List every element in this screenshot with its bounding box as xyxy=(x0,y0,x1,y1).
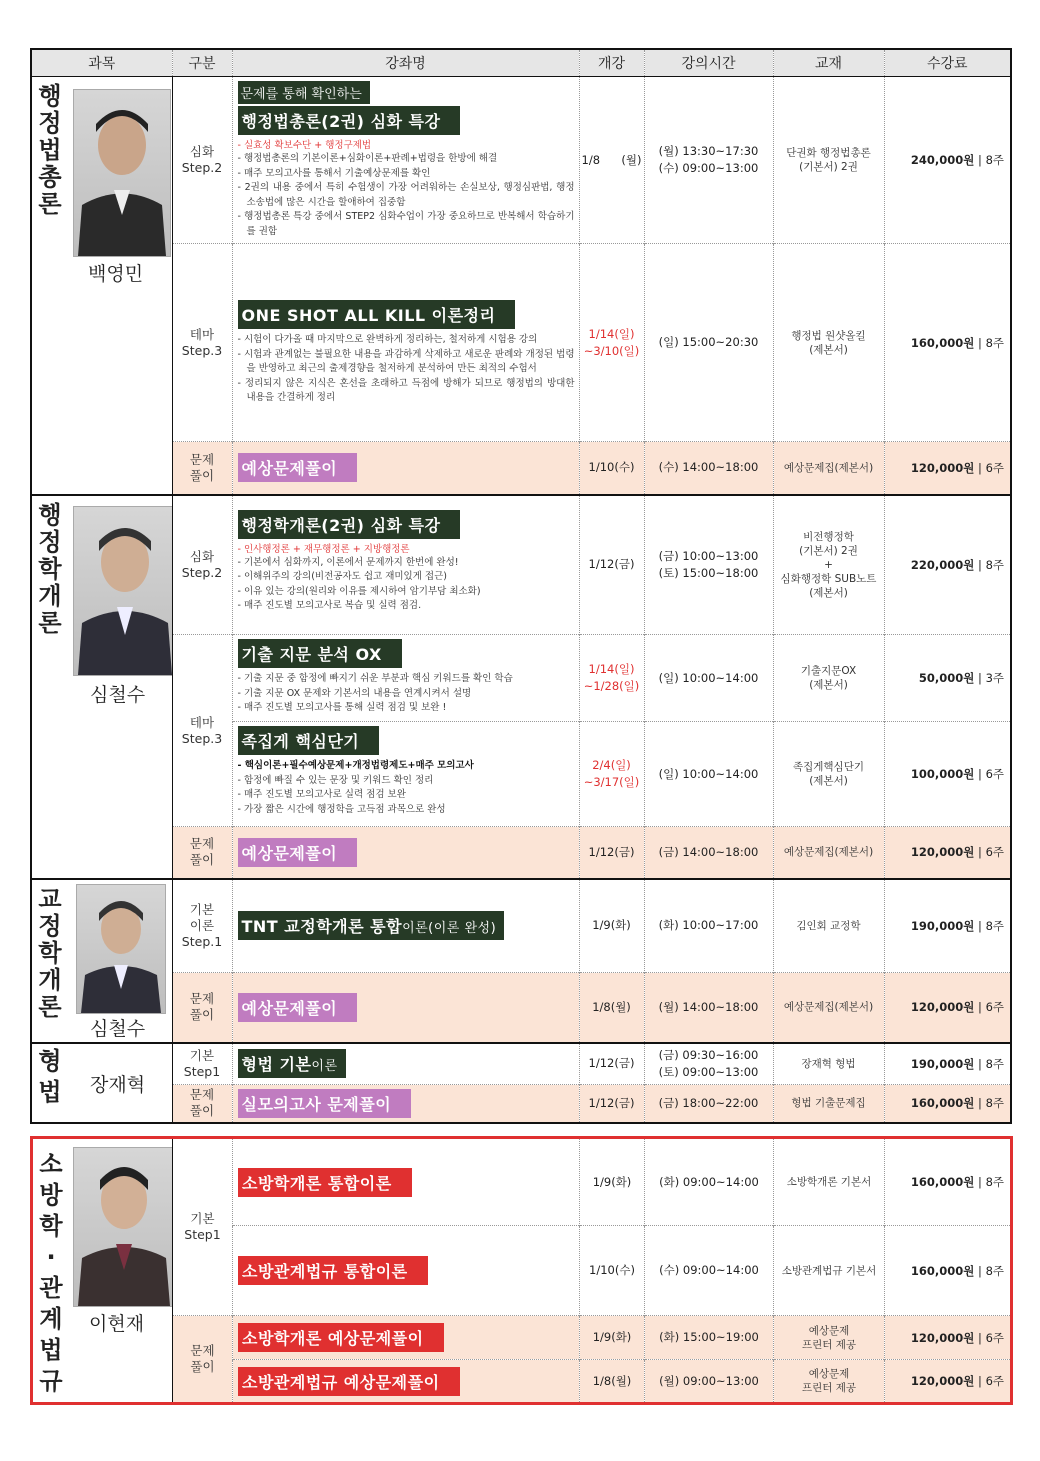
lecture-time: (금) 10:00~13:00 (토) 15:00~18:00 xyxy=(644,495,773,635)
textbook: 예상문제 프린터 제공 xyxy=(774,1360,885,1404)
fee: 240,000원 | 8주 xyxy=(884,77,1011,244)
course-description: - 행정법총론의 기본이론+심화이론+판례+법령을 한방에 해결 - 매주 모의고사를 통해서 기출예상문제를 확인 - 2권의 내용 중에서 특히 수험생이 가장 어려워하는 손실보상, 행정심판법, 행정소송법에 많은 시간을 할애하여 집중함 - 행정법총론 특강 중에서 STEP2 심화수업이 가장 중요하므로 반복해서 학습하기를 권함 xyxy=(237,153,575,237)
course-title: 실모의고사 문제풀이 xyxy=(238,1089,412,1118)
textbook: 기출지문OX (제본서) xyxy=(773,635,884,722)
course-subtitle: - 인사행정론 + 재무행정론 + 지방행정론 xyxy=(237,543,410,555)
course-title: 행정법총론(2권) 심화 특강 xyxy=(238,106,461,135)
course-cell xyxy=(232,244,579,442)
lecture-time: (금) 09:30~16:00 (토) 09:00~13:00 xyxy=(644,1043,773,1085)
course-table xyxy=(30,48,1012,1124)
course-cell xyxy=(232,973,579,1043)
subject-admin-law xyxy=(31,77,172,495)
category-cell: 테마 Step.3 xyxy=(172,244,232,442)
table-row xyxy=(31,77,1011,244)
category-cell: 기본 Step1 xyxy=(172,1043,232,1085)
teacher-name: 심철수 xyxy=(90,1017,146,1040)
course-cell xyxy=(232,1043,579,1085)
subject-title: 행 정 법 총 론 xyxy=(38,82,62,218)
course-cell xyxy=(232,1085,579,1123)
course-cell xyxy=(232,77,579,244)
course-title: 소방관계법규 통합이론 xyxy=(238,1256,428,1285)
course-title: TNT 교정학개론 통합이론(이론 완성) xyxy=(238,911,505,940)
textbook: 비전행정학 (기본서) 2권 + 심화행정학 SUB노트 (제본서) xyxy=(773,495,884,635)
open-date: 1/12(금) xyxy=(579,1043,644,1085)
course-description: - 기본에서 심화까지, 이론에서 문제까지 한번에 완성! - 이해위주의 강의(비전공자도 쉽고 재미있게 접근) - 이유 있는 강의(원리와 이유를 제시하여 암기부담 최소화) - 매주 진도별 모의고사로 복습 및 실력 점검. xyxy=(237,556,481,611)
course-cell xyxy=(233,1360,580,1404)
course-title: 소방학개론 예상문제풀이 xyxy=(238,1323,444,1352)
course-description: - 기출 지문 중 함정에 빠지기 쉬운 부분과 핵심 키워드를 확인 학습 - 기출 지문 OX 문제와 기본서의 내용을 연계시켜서 설명 - 매주 진도별 모의고사를 통해 실력 점검 및 보완 ! xyxy=(237,673,513,713)
subject-title: 형 법 xyxy=(38,1046,62,1106)
table-row xyxy=(31,973,1011,1043)
category-cell: 문제 풀이 xyxy=(172,973,232,1043)
course-cell xyxy=(233,1226,580,1316)
fee: 220,000원 | 8주 xyxy=(884,495,1011,635)
lecture-time: (화) 09:00~14:00 xyxy=(645,1138,774,1226)
table-row xyxy=(31,1043,1011,1085)
fee: 120,000원 | 6주 xyxy=(885,1360,1012,1404)
course-title: 예상문제풀이 xyxy=(238,993,358,1022)
fee: 100,000원 | 6주 xyxy=(884,722,1011,827)
subject-criminal-law xyxy=(31,1043,172,1123)
header-category: 구분 xyxy=(172,49,232,77)
open-date: 1/14(일) ~3/10(일) xyxy=(579,244,644,442)
table-row xyxy=(31,1085,1011,1123)
fee: 50,000원 | 3주 xyxy=(884,635,1011,722)
fee: 190,000원 | 8주 xyxy=(884,879,1011,973)
fee: 120,000원 | 6주 xyxy=(884,973,1011,1043)
open-date: 1/9(화) xyxy=(580,1316,645,1360)
open-date: 2/4(일) ~3/17(일) xyxy=(579,722,644,827)
category-cell: 심화 Step.2 xyxy=(172,495,232,635)
lecture-time: (화) 10:00~17:00 xyxy=(644,879,773,973)
lecture-time: (수) 09:00~14:00 xyxy=(645,1226,774,1316)
table-row xyxy=(31,244,1011,442)
fee: 160,000원 | 8주 xyxy=(885,1226,1012,1316)
textbook: 예상문제집(제본서) xyxy=(773,442,884,495)
lecture-time: (화) 15:00~19:00 xyxy=(645,1316,774,1360)
subject-admin-science xyxy=(31,495,172,879)
teacher-photo xyxy=(73,506,172,676)
teacher-name: 심철수 xyxy=(90,683,146,706)
category-cell: 심화 Step.2 xyxy=(172,77,232,244)
textbook: 예상문제집(제본서) xyxy=(773,973,884,1043)
course-tag: 문제를 통해 확인하는 xyxy=(238,81,370,104)
table-row xyxy=(31,879,1011,973)
open-date: 1/8(월) xyxy=(579,973,644,1043)
lecture-time: (금) 18:00~22:00 xyxy=(644,1085,773,1123)
header-open-date: 개강 xyxy=(579,49,644,77)
course-subtitle: - 실효성 확보수단 + 행정구제법 xyxy=(237,140,372,151)
category-cell: 테마 Step.3 xyxy=(172,635,232,827)
textbook: 예상문제집(제본서) xyxy=(773,827,884,879)
table-row xyxy=(31,495,1011,635)
subject-title: 교 정 학 개 론 xyxy=(38,884,62,1021)
textbook: 장재혁 형법 xyxy=(773,1043,884,1085)
course-title: ONE SHOT ALL KILL 이론정리 xyxy=(238,300,516,329)
course-title: 형법 기본이론 xyxy=(238,1049,346,1078)
category-cell: 문제 풀이 xyxy=(172,442,232,495)
course-cell xyxy=(232,635,579,722)
open-date: 1/8 (월) xyxy=(579,77,644,244)
header-lecture-time: 강의시간 xyxy=(644,49,773,77)
course-cell xyxy=(232,442,579,495)
course-title: 행정학개론(2권) 심화 특강 xyxy=(238,510,461,539)
course-cell xyxy=(232,879,579,973)
course-title: 소방관계법규 예상문제풀이 xyxy=(238,1367,460,1396)
category-cell: 기본 이론 Step.1 xyxy=(172,879,232,973)
category-cell: 문제 풀이 xyxy=(173,1316,233,1404)
course-cell xyxy=(233,1138,580,1226)
table-row xyxy=(31,635,1011,722)
textbook: 족집게핵심단기 (제본서) xyxy=(773,722,884,827)
lecture-time: (월) 14:00~18:00 xyxy=(644,973,773,1043)
course-cell xyxy=(232,495,579,635)
teacher-photo xyxy=(76,884,166,1014)
course-title: 족집게 핵심단기 xyxy=(238,726,380,755)
fee: 160,000원 | 8주 xyxy=(884,1085,1011,1123)
lecture-time: (일) 15:00~20:30 xyxy=(644,244,773,442)
open-date: 1/12(금) xyxy=(579,827,644,879)
fee: 190,000원 | 8주 xyxy=(884,1043,1011,1085)
category-cell: 문제 풀이 xyxy=(172,827,232,879)
open-date: 1/8(월) xyxy=(580,1360,645,1404)
lecture-time: (월) 13:30~17:30 (수) 09:00~13:00 xyxy=(644,77,773,244)
teacher-photo xyxy=(73,1147,173,1307)
lecture-time: (월) 09:00~13:00 xyxy=(645,1360,774,1404)
category-cell: 기본 Step1 xyxy=(173,1138,233,1316)
textbook: 소방관계법규 기본서 xyxy=(774,1226,885,1316)
fee: 120,000원 | 6주 xyxy=(885,1316,1012,1360)
subject-fire-science xyxy=(32,1138,173,1404)
course-cell xyxy=(233,1316,580,1360)
open-date: 1/10(수) xyxy=(579,442,644,495)
header-course-name: 강좌명 xyxy=(232,49,579,77)
fee: 160,000원 | 8주 xyxy=(884,244,1011,442)
category-cell: 문제 풀이 xyxy=(172,1085,232,1123)
subject-corrections xyxy=(31,879,172,1043)
textbook: 단권화 행정법총론 (기본서) 2권 xyxy=(773,77,884,244)
fee: 160,000원 | 8주 xyxy=(885,1138,1012,1226)
course-title: 예상문제풀이 xyxy=(238,838,358,867)
subject-title: 행 정 학 개 론 xyxy=(38,500,62,637)
table-row xyxy=(31,827,1011,879)
textbook: 소방학개론 기본서 xyxy=(774,1138,885,1226)
textbook: 행정법 원샷올킬 (제본서) xyxy=(773,244,884,442)
course-title: 소방학개론 통합이론 xyxy=(238,1168,412,1197)
open-date: 1/10(수) xyxy=(580,1226,645,1316)
open-date: 1/12(금) xyxy=(579,495,644,635)
teacher-photo xyxy=(73,89,171,257)
teacher-name: 이현재 xyxy=(89,1313,145,1335)
fee: 120,000원 | 6주 xyxy=(884,442,1011,495)
fee: 120,000원 | 6주 xyxy=(884,827,1011,879)
subject-title: 소 방 학 · 관 계 법 규 xyxy=(39,1150,63,1395)
teacher-name: 백영민 xyxy=(88,263,144,285)
header-textbook: 교재 xyxy=(773,49,884,77)
header-subject: 과목 xyxy=(31,49,172,77)
lecture-time: (일) 10:00~14:00 xyxy=(644,635,773,722)
header-fee: 수강료 xyxy=(884,49,1011,77)
open-date: 1/9(화) xyxy=(580,1138,645,1226)
fire-course-table xyxy=(30,1136,1013,1405)
textbook: 형법 기출문제집 xyxy=(773,1085,884,1123)
table-row xyxy=(31,442,1011,495)
table-header xyxy=(31,49,1011,77)
course-description: - 핵심이론+필수예상문제+개정법령제도+매주 모의고사 - 함정에 빠질 수 있는 문장 및 키워드 확인 정리 - 매주 진도별 모의고사로 실력 점검 보완 - 가장 짧은 시간에 행정학을 고득점 과목으로 완성 xyxy=(237,760,474,815)
course-cell xyxy=(232,827,579,879)
table-row xyxy=(32,1316,1012,1360)
course-cell xyxy=(232,722,579,827)
lecture-time: (금) 14:00~18:00 xyxy=(644,827,773,879)
course-description: - 시험이 다가올 때 마지막으로 완벽하게 정리하는, 철저하게 시험용 강의 - 시험과 관계없는 불필요한 내용을 과감하게 삭제하고 새로운 판례와 개정된 법령을 반영하고 최근의 출제경향을 철저하게 분석하여 만든 최적의 수험서 - 정리되지 않은 지식은 혼선을 초래하고 득점에 방해가 되므로 행정법의 방대한 내용을 간결하게 정리 xyxy=(237,334,575,403)
lecture-time: (수) 14:00~18:00 xyxy=(644,442,773,495)
textbook: 예상문제 프린터 제공 xyxy=(774,1316,885,1360)
open-date: 1/12(금) xyxy=(579,1085,644,1123)
textbook: 김인회 교정학 xyxy=(773,879,884,973)
open-date: 1/9(화) xyxy=(579,879,644,973)
lecture-time: (일) 10:00~14:00 xyxy=(644,722,773,827)
open-date: 1/14(일) ~1/28(일) xyxy=(579,635,644,722)
teacher-name: 장재혁 xyxy=(90,1073,146,1096)
course-title: 예상문제풀이 xyxy=(238,453,358,482)
course-title: 기출 지문 분석 OX xyxy=(238,639,402,668)
table-row xyxy=(32,1138,1012,1226)
